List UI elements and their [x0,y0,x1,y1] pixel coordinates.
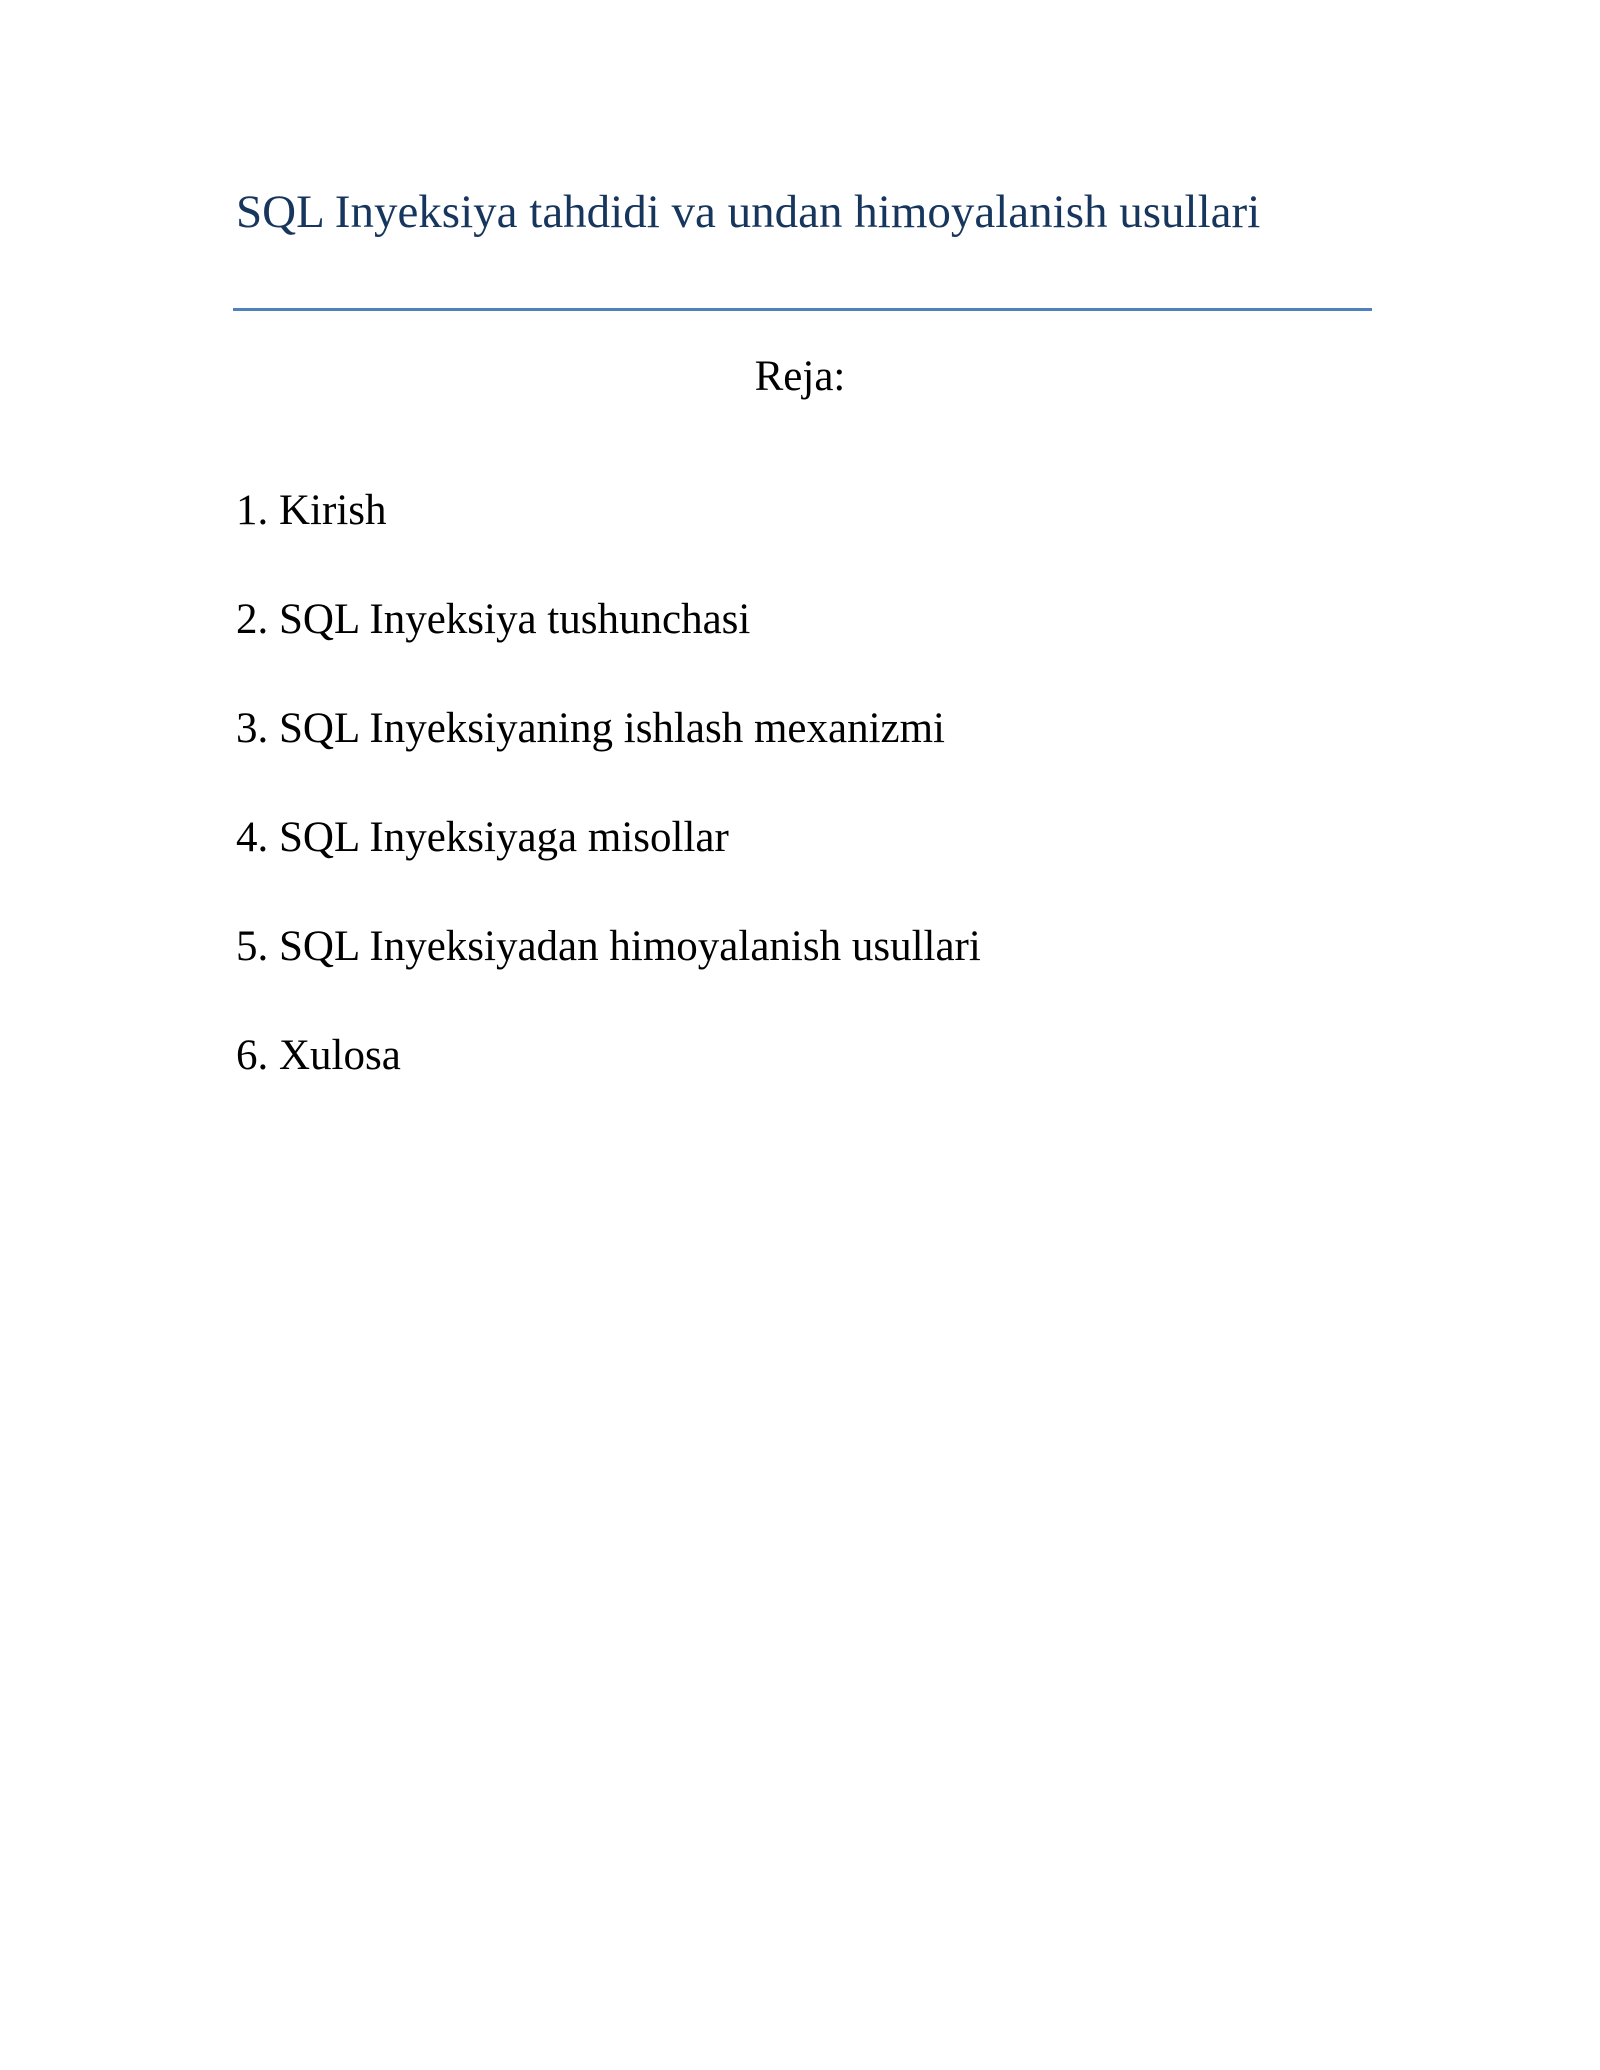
plan-list [236,481,981,1135]
plan-item-2: 2. SQL Inyeksiya tushunchasi [236,596,751,643]
plan-item-3: 3. SQL Inyeksiyaning ishlash mexanizmi [236,705,945,752]
plan-item-5: 5. SQL Inyeksiyadan himoyalanish usullari [236,923,981,970]
plan-item-1: 1. Kirish [236,487,387,534]
plan-item-6: 6. Xulosa [236,1032,401,1079]
title-underline-rule [233,308,1372,311]
plan-item-4: 4. SQL Inyeksiyaga misollar [236,814,729,861]
plan-heading: Reja: [754,353,846,400]
document-title: SQL Inyeksiya tahdidi va undan himoyalanish usullari [236,186,1261,238]
